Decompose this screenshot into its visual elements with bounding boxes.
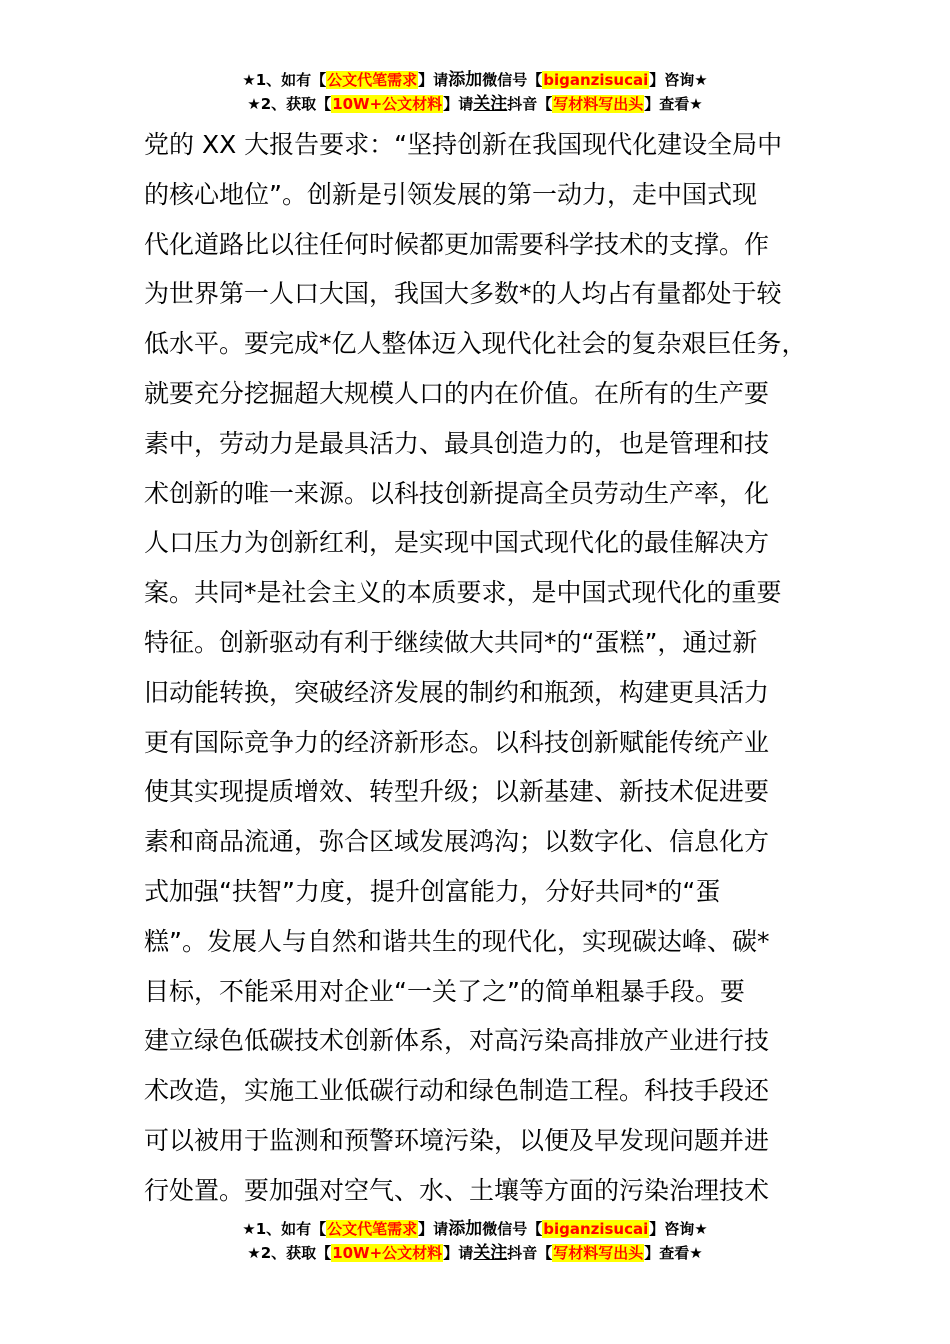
banner-emphasis: 关注 <box>473 94 508 114</box>
banner-line-2 <box>0 1241 950 1265</box>
body-line: 式加强“扶智”力度，提升创富能力，分好共同*的“蛋 <box>144 876 721 906</box>
banner-text: ★1、如有【 <box>242 1220 327 1238</box>
body-line: 为世界第一人口大国，我国大多数*的人均占有量都处于较 <box>144 279 782 309</box>
banner-text: ★2、获取【 <box>247 95 332 113</box>
banner-emphasis: 关注 <box>473 1243 508 1263</box>
banner-emphasis: 添加 <box>448 1219 483 1239</box>
body-line: 术创新的唯一来源。以科技创新提高全员劳动生产率，化 <box>144 478 770 508</box>
highlight-service: 公文代笔需求 <box>327 1220 418 1238</box>
banner-line-1 <box>0 68 950 92</box>
banner-text: 微信号【 <box>482 1220 543 1238</box>
footer-banner <box>0 1217 950 1265</box>
body-line: 就要充分挖掘超大规模人口的内在价值。在所有的生产要 <box>144 378 770 408</box>
body-line: 旧动能转换，突破经济发展的制约和瓶颈，构建更具活力 <box>144 677 770 707</box>
document-body <box>144 120 814 1216</box>
highlight-douyin-id: 写材料写出头 <box>553 1244 644 1262</box>
body-line: 目标，不能采用对企业“一关了之”的简单粗暴手段。要 <box>144 976 745 1006</box>
body-line: 糕”。发展人与自然和谐共生的现代化，实现碳达峰、碳* <box>144 926 770 956</box>
banner-text: 】请 <box>443 95 474 113</box>
highlight-materials: 10W+公文材料 <box>332 95 443 113</box>
body-line: 代化道路比以往任何时候都更加需要科学技术的支撑。作 <box>144 229 770 259</box>
highlight-douyin-id: 写材料写出头 <box>553 95 644 113</box>
banner-text: 】请 <box>418 1220 449 1238</box>
body-line: 更有国际竞争力的经济新形态。以科技创新赋能传统产业 <box>144 727 770 757</box>
banner-line-1 <box>0 1217 950 1241</box>
highlight-wechat-id: biganzisucai <box>543 71 649 89</box>
banner-text: 】咨询★ <box>649 1220 708 1238</box>
highlight-wechat-id: biganzisucai <box>543 1220 649 1238</box>
banner-text: 】请 <box>418 71 449 89</box>
banner-line-2 <box>0 92 950 116</box>
body-line: 可以被用于监测和预警环境污染，以便及早发现问题并进 <box>144 1125 770 1155</box>
body-line: 素和商品流通，弥合区域发展鸿沟；以数字化、信息化方 <box>144 827 770 857</box>
banner-text: 】请 <box>443 1244 474 1262</box>
body-line: 党的 XX 大报告要求：“坚持创新在我国现代化建设全局中 <box>144 130 783 159</box>
highlight-materials: 10W+公文材料 <box>332 1244 443 1262</box>
body-line: 行处置。要加强对空气、水、土壤等方面的污染治理技术 <box>144 1175 770 1205</box>
banner-text: 】咨询★ <box>649 71 708 89</box>
banner-text: 抖音【 <box>507 95 553 113</box>
header-banner <box>0 68 950 116</box>
body-line: 低水平。要完成*亿人整体迈入现代化社会的复杂艰巨任务， <box>144 329 807 359</box>
banner-text: 】查看★ <box>644 1244 703 1262</box>
banner-text: 微信号【 <box>482 71 543 89</box>
body-line: 素中，劳动力是最具活力、最具创造力的，也是管理和技 <box>144 428 770 458</box>
highlight-service: 公文代笔需求 <box>327 71 418 89</box>
body-line: 人口压力为创新红利，是实现中国式现代化的最佳解决方 <box>144 528 770 558</box>
body-line: 案。共同*是社会主义的本质要求，是中国式现代化的重要 <box>144 578 782 608</box>
body-line: 的核心地位”。创新是引领发展的第一动力，走中国式现 <box>144 179 757 209</box>
banner-text: 】查看★ <box>644 95 703 113</box>
banner-text: 抖音【 <box>507 1244 553 1262</box>
body-line: 建立绿色低碳技术创新体系，对高污染高排放产业进行技 <box>144 1026 770 1056</box>
banner-emphasis: 添加 <box>448 70 483 90</box>
body-line: 使其实现提质增效、转型升级；以新基建、新技术促进要 <box>144 777 770 807</box>
banner-text: ★2、获取【 <box>247 1244 332 1262</box>
body-line: 术改造，实施工业低碳行动和绿色制造工程。科技手段还 <box>144 1076 770 1106</box>
body-line: 特征。创新驱动有利于继续做大共同*的“蛋糕”，通过新 <box>144 627 758 657</box>
banner-text: ★1、如有【 <box>242 71 327 89</box>
